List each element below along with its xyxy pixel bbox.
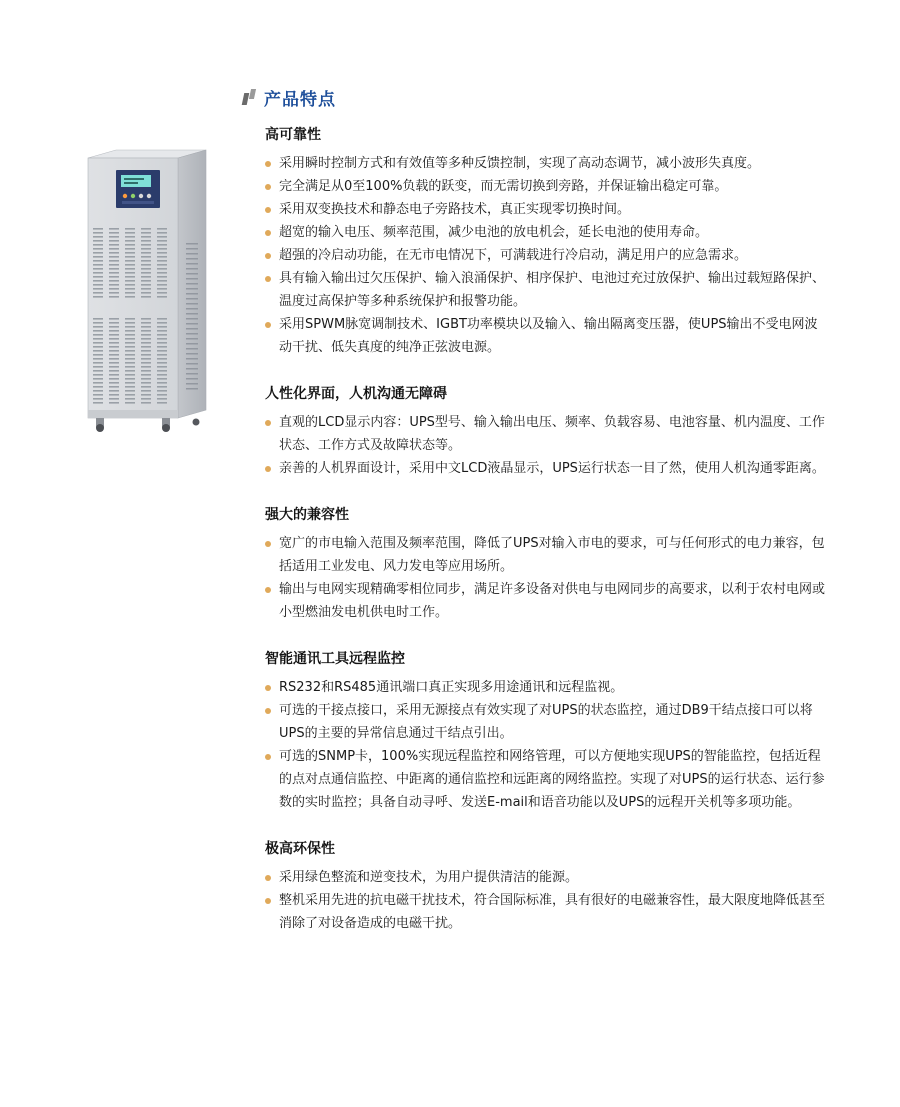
bullet-icon xyxy=(265,875,271,881)
list-item xyxy=(265,699,825,745)
list-item xyxy=(265,267,825,313)
bullet-icon xyxy=(265,685,271,691)
list-item xyxy=(265,221,825,244)
item-text: 超强的冷启动功能，在无市电情况下，可满载进行冷启动，满足用户的应急需求。 xyxy=(279,248,748,263)
list-item xyxy=(265,244,825,267)
list-item xyxy=(265,313,825,359)
list-item xyxy=(265,457,825,480)
item-text: 采用绿色整流和逆变技术，为用户提供清洁的能源。 xyxy=(279,870,579,885)
list-item xyxy=(265,411,825,457)
item-text: 可选的干接点接口，采用无源接点有效实现了对UPS的状态监控，通过DB9干结点接口可以将UPS的主要的异常信息通过干结点引出。 xyxy=(279,703,813,741)
list-item xyxy=(265,745,825,814)
item-text: 具有输入输出过欠压保护、输入浪涌保护、相序保护、电池过充过放保护、输出过载短路保护、温度过高保护等多种系统保护和报警功能。 xyxy=(279,271,826,309)
item-text: 完全满足从0至100%负载的跃变，而无需切换到旁路，并保证输出稳定可靠。 xyxy=(279,179,728,194)
item-text: 采用双变换技术和静态电子旁路技术，真正实现零切换时间。 xyxy=(279,202,631,217)
section-title: 智能通讯工具远程监控 xyxy=(265,651,405,667)
item-text: 可选的SNMP卡，100%实现远程监控和网络管理，可以方便地实现UPS的智能监控，包括近程的点对点通信监控、中距离的通信监控和远距离的网络监控。实现了对UPS的运行状态、运行参数的实时监控；具备自动寻呼、发送E-mail和语音功能以及UPS的远程开关机等多项功能。 xyxy=(279,749,825,810)
list-item xyxy=(265,175,825,198)
section-title: 高可靠性 xyxy=(265,127,321,143)
list-item xyxy=(265,889,825,935)
item-text: 超宽的输入电压、频率范围，减少电池的放电机会，延长电池的使用寿命。 xyxy=(279,225,709,240)
section-reliability xyxy=(265,124,825,359)
bullet-icon xyxy=(265,230,271,236)
list-item xyxy=(265,866,825,889)
bullet-icon xyxy=(265,587,271,593)
section-title: 强大的兼容性 xyxy=(265,507,349,523)
section-title: 极高环保性 xyxy=(265,841,335,857)
feature-list xyxy=(265,124,825,959)
bullet-icon xyxy=(265,541,271,547)
bullet-icon xyxy=(265,466,271,472)
list-item xyxy=(265,578,825,624)
section-user-interface xyxy=(265,383,825,480)
ups-cabinet-image xyxy=(78,148,213,433)
list-item xyxy=(265,198,825,221)
item-text: 采用瞬时控制方式和有效值等多种反馈控制，实现了高动态调节，减小波形失真度。 xyxy=(279,156,761,171)
list-item xyxy=(265,532,825,578)
bullet-icon xyxy=(265,708,271,714)
list-item xyxy=(265,676,825,699)
section-title: 人性化界面，人机沟通无障碍 xyxy=(265,386,447,402)
item-text: 宽广的市电输入范围及频率范围，降低了UPS对输入市电的要求，可与任何形式的电力兼容，包括适用工业发电、风力发电等应用场所。 xyxy=(279,536,825,574)
bullet-icon xyxy=(265,420,271,426)
bullet-icon xyxy=(265,754,271,760)
item-text: 输出与电网实现精确零相位同步，满足许多设备对供电与电网同步的高要求，以利于农村电网或小型燃油发电机供电时工作。 xyxy=(279,582,826,620)
bullet-icon xyxy=(265,322,271,328)
bullet-icon xyxy=(265,276,271,282)
list-item xyxy=(265,152,825,175)
bullet-icon xyxy=(265,184,271,190)
bullet-icon xyxy=(265,207,271,213)
bullet-icon xyxy=(265,898,271,904)
item-text: 直观的LCD显示内容：UPS型号、输入输出电压、频率、负载容易、电池容量、机内温度、工作状态、工作方式及故障状态等。 xyxy=(279,415,825,453)
section-environmental xyxy=(265,838,825,935)
item-text: 整机采用先进的抗电磁干扰技术，符合国际标准，具有很好的电磁兼容性，最大限度地降低甚至消除了对设备造成的电磁干扰。 xyxy=(279,893,826,931)
ups-cabinet-illustration xyxy=(78,148,213,433)
item-text: 亲善的人机界面设计，采用中文LCD液晶显示，UPS运行状态一目了然，使用人机沟通零距离。 xyxy=(279,461,825,476)
item-text: 采用SPWM脉宽调制技术、IGBT功率模块以及输入、输出隔离变压器，使UPS输出不受电网波动干扰、低失真度的纯净正弦波电源。 xyxy=(279,317,818,355)
item-text: RS232和RS485通讯端口真正实现多用途通讯和远程监视。 xyxy=(279,680,624,695)
double-slash-mark-icon xyxy=(242,89,258,105)
section-header xyxy=(242,84,336,110)
bullet-icon xyxy=(265,161,271,167)
page-title: 产品特点 xyxy=(264,89,336,110)
section-compatibility xyxy=(265,504,825,624)
section-remote-monitoring xyxy=(265,648,825,814)
bullet-icon xyxy=(265,253,271,259)
